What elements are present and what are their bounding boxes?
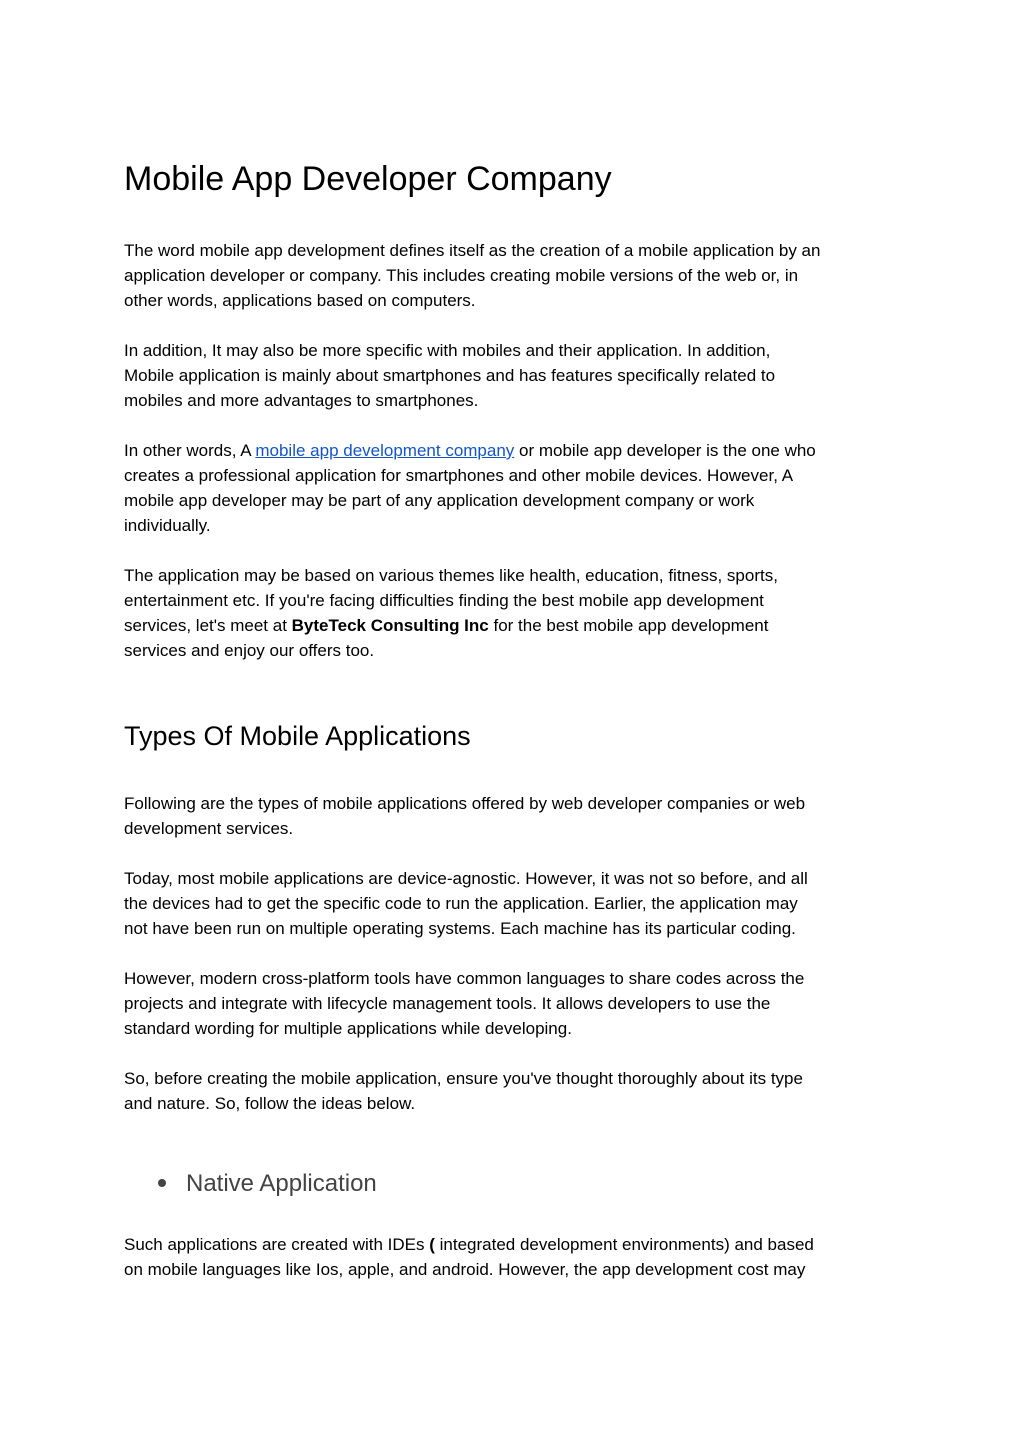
intro-paragraph-1 (124, 238, 914, 313)
paragraph-line: However, modern cross-platform tools have common languages to share codes across the (124, 969, 805, 988)
types-paragraph-1 (124, 791, 914, 841)
paragraph-line: mobile app developer may be part of any application development company or work (124, 491, 755, 510)
native-application-heading: Native Application (186, 1170, 377, 1197)
text-segment: Such applications are created with IDEs (124, 1235, 430, 1254)
paragraph-line (124, 613, 914, 638)
types-paragraph-2 (124, 866, 914, 941)
paragraph-line: mobiles and more advantages to smartphones. (124, 391, 479, 410)
paragraph-line: creates a professional application for smartphones and other mobile devices. However, A (124, 466, 794, 485)
paragraph-line: Today, most mobile applications are device-agnostic. However, it was not so before, and all (124, 869, 808, 888)
paragraph-line: The word mobile app development defines itself as the creation of a mobile application by an (124, 241, 821, 260)
text-segment: for the best mobile app development (488, 616, 769, 635)
paragraph-line: entertainment etc. If you're facing difficulties finding the best mobile app development (124, 591, 764, 610)
paragraph-line: In addition, It may also be more specific with mobiles and their application. In addition, (124, 341, 771, 360)
text-segment: In other words, A (124, 441, 256, 460)
intro-paragraph-2 (124, 338, 914, 413)
intro-paragraph-4 (124, 563, 914, 663)
paragraph-line: Mobile application is mainly about smartphones and has features specifically related to (124, 366, 776, 385)
text-segment: services, let's meet at (124, 616, 292, 635)
bullet-icon (158, 1179, 166, 1187)
mobile-app-development-company-link[interactable]: mobile app development company (255, 441, 515, 460)
native-application-bullet (158, 1168, 377, 1200)
paragraph-line: on mobile languages like Ios, apple, and android. However, the app development cost may (124, 1260, 806, 1279)
paragraph-line: other words, applications based on computers. (124, 291, 476, 310)
paragraph-line: Following are the types of mobile applications offered by web developer companies or web (124, 794, 806, 813)
paragraph-line: individually. (124, 516, 211, 535)
company-name: ByteTeck Consulting Inc (291, 616, 489, 635)
paragraph-line (124, 438, 914, 463)
paragraph-line: services and enjoy our offers too. (124, 641, 375, 660)
types-paragraph-4 (124, 1066, 914, 1116)
paragraph-line: The application may be based on various themes like health, education, fitness, sports, (124, 566, 778, 585)
bold-paren: ( (429, 1235, 435, 1254)
paragraph-line (124, 1232, 914, 1257)
paragraph-line: not have been run on multiple operating systems. Each machine has its particular coding. (124, 919, 796, 938)
paragraph-line: So, before creating the mobile application, ensure you've thought thoroughly about its type (124, 1069, 803, 1088)
paragraph-line: development services. (124, 819, 294, 838)
paragraph-line: standard wording for multiple applications while developing. (124, 1019, 572, 1038)
types-paragraph-3 (124, 966, 914, 1041)
native-paragraph-1 (124, 1232, 914, 1282)
types-section-heading: Types Of Mobile Applications (124, 721, 471, 751)
paragraph-line: application developer or company. This includes creating mobile versions of the web or, in (124, 266, 799, 285)
text-segment: integrated development environments) and based (434, 1235, 814, 1254)
paragraph-line: the devices had to get the specific code to run the application. Earlier, the application may (124, 894, 798, 913)
document-title: Mobile App Developer Company (124, 160, 612, 198)
paragraph-line: projects and integrate with lifecycle management tools. It allows developers to use the (124, 994, 771, 1013)
text-segment: or mobile app developer is the one who (514, 441, 816, 460)
paragraph-line: and nature. So, follow the ideas below. (124, 1094, 416, 1113)
intro-paragraph-3 (124, 438, 914, 538)
